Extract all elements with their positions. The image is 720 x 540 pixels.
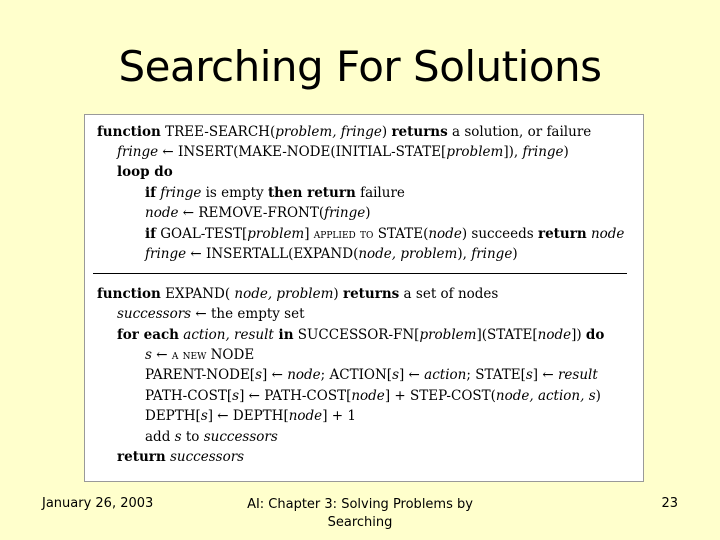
tree-search-line-5: node ← REMOVE-FRONT(fringe) — [145, 205, 371, 221]
expand-line-7: DEPTH[s] ← DEPTH[node] + 1 — [145, 408, 356, 424]
tree-search-line-2: fringe ← INSERT(MAKE-NODE(INITIAL-STATE[problem]), fringe) — [117, 144, 569, 160]
footer-date: January 26, 2003 — [42, 496, 154, 511]
expand-line-3: for each action, result in SUCCESSOR-FN[problem](STATE[node]) do — [117, 327, 605, 343]
expand-line-4: s ← a new NODE — [145, 347, 255, 363]
tree-search-line-7: fringe ← INSERTALL(EXPAND(node, problem), fringe) — [145, 246, 518, 262]
footer-course: AI: Chapter 3: Solving Problems by Searching — [247, 497, 473, 530]
expand-line-1: function EXPAND( node, problem) returns a set of nodes — [97, 286, 499, 302]
expand-line-8: add s to successors — [145, 429, 278, 445]
algorithm-figure — [84, 114, 644, 482]
section-divider — [93, 273, 627, 274]
tree-search-line-1: function TREE-SEARCH(problem, fringe) returns a solution, or failure — [97, 124, 592, 140]
expand-line-6: PATH-COST[s] ← PATH-COST[node] + STEP-COST(node, action, s) — [145, 388, 601, 404]
tree-search-line-4: if fringe is empty then return failure — [145, 185, 405, 201]
slide-title: Searching For Solutions — [118, 42, 602, 91]
tree-search-line-6: if GOAL-TEST[problem] applied to STATE(node) succeeds return node — [145, 226, 625, 242]
tree-search-line-3: loop do — [117, 164, 173, 180]
expand-line-2: successors ← the empty set — [117, 306, 305, 322]
expand-line-5: PARENT-NODE[s] ← node; ACTION[s] ← action; STATE[s] ← result — [145, 367, 598, 383]
expand-line-9: return successors — [117, 449, 245, 465]
footer-page-number: 23 — [661, 496, 678, 511]
